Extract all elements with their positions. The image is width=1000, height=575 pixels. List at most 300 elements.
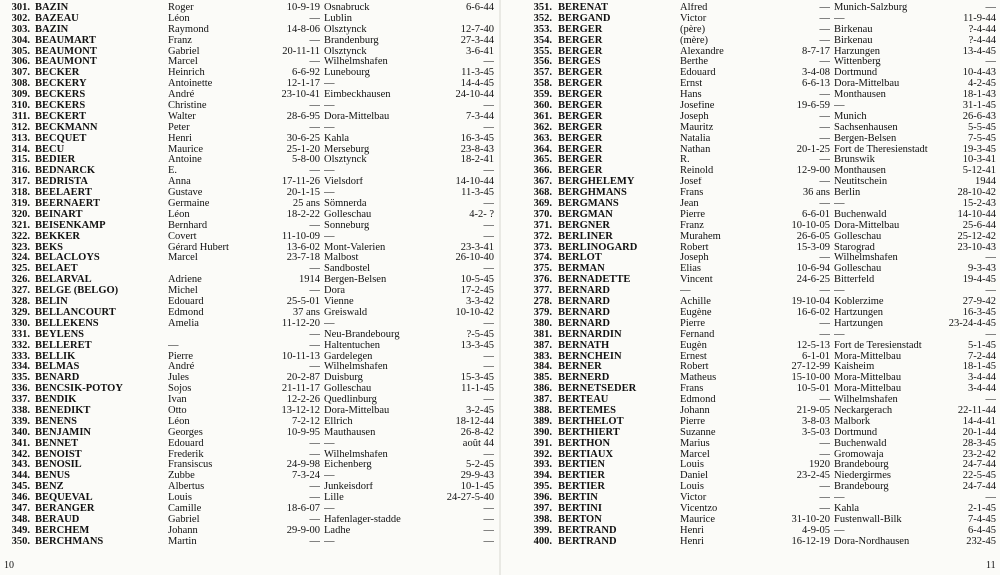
place: Olsztynck	[324, 155, 367, 166]
place: —	[324, 471, 335, 482]
death-date: 18-1-45	[962, 362, 996, 373]
surname: BELMAS	[35, 362, 80, 373]
first-name: Elias	[680, 264, 701, 275]
surname: BEYLENS	[35, 329, 85, 340]
list-item	[0, 526, 500, 537]
entry-number: 313.	[11, 133, 30, 144]
list-item	[0, 493, 500, 504]
list-item	[0, 482, 500, 493]
first-name: Edouard	[168, 438, 204, 449]
first-name: Zubbe	[168, 471, 195, 482]
first-name: Berthe	[680, 57, 708, 68]
list-item	[0, 210, 500, 221]
surname: BERTHON	[558, 438, 611, 449]
list-item	[500, 341, 1000, 352]
place: Dora	[324, 286, 345, 297]
death-date: —	[483, 231, 494, 242]
entry-number: 390.	[533, 427, 552, 438]
place: —	[324, 188, 335, 199]
place: —	[324, 122, 335, 133]
place: Hartzungen	[834, 307, 883, 318]
death-date: 15-2-43	[962, 199, 996, 210]
place: Dora-Mittelbau	[324, 111, 390, 122]
death-date: 13-3-45	[460, 340, 494, 351]
place: Eimbeckhausen	[324, 90, 391, 101]
surname: BELAET	[35, 264, 78, 275]
place: —	[324, 536, 335, 547]
surname: BELLERET	[35, 340, 92, 351]
surname: BEELAERT	[35, 188, 92, 199]
place: Buchenwald	[834, 209, 887, 220]
entry-number: 386.	[533, 384, 552, 395]
birth-date: 11-12-20	[281, 318, 320, 329]
list-item	[500, 79, 1000, 90]
surname: BERNATH	[558, 340, 610, 351]
birth-date: 23-2-45	[796, 471, 830, 482]
birth-date: —	[819, 449, 830, 460]
first-name: Gabriel	[168, 46, 200, 57]
birth-date: —	[819, 177, 830, 188]
surname: BAZIN	[35, 24, 69, 35]
death-date: 11-9-44	[963, 13, 996, 24]
list-item	[500, 286, 1000, 297]
list-item	[0, 297, 500, 308]
place: Brandebourg	[834, 482, 889, 493]
list-item	[500, 515, 1000, 526]
entry-number: 337.	[11, 395, 30, 406]
entry-number: 361.	[533, 111, 552, 122]
list-item	[500, 395, 1000, 406]
birth-date: 13-6-02	[286, 242, 320, 253]
birth-date: —	[819, 438, 830, 449]
birth-date: 12-2-26	[286, 395, 320, 406]
surname: BERTIEN	[558, 460, 605, 471]
place: Hafenlager-stadde	[324, 514, 401, 525]
surname: BERTIN	[558, 493, 598, 504]
first-name: Germaine	[168, 199, 210, 210]
place: Monthausen	[834, 166, 886, 177]
entry-number: 302.	[11, 13, 30, 24]
place: —	[834, 286, 845, 297]
surname: BERGER	[558, 90, 603, 101]
surname: BERTHELOT	[558, 416, 624, 427]
place: Dora-Mittelbau	[834, 220, 900, 231]
surname: BECQUET	[35, 133, 87, 144]
birth-date: 6-1-01	[802, 351, 830, 362]
place: Mora-Mittelbau	[834, 373, 902, 384]
birth-date: 1920	[809, 460, 830, 471]
place: Kahla	[324, 133, 350, 144]
place: Wittenberg	[834, 57, 881, 68]
entry-number: 387.	[533, 395, 552, 406]
first-name: Edmond	[680, 395, 716, 406]
first-name: Louis	[680, 460, 704, 471]
place: Olsztynck	[324, 46, 367, 57]
place: Dortmund	[834, 68, 878, 79]
entry-number: 332.	[11, 340, 30, 351]
entry-number: 356.	[533, 57, 552, 68]
death-date: ?-5-45	[466, 329, 494, 340]
birth-date: 20-2-87	[286, 373, 320, 384]
death-date: 10-4-43	[962, 68, 996, 79]
first-name: Georges	[168, 427, 203, 438]
death-date: 23-3-41	[460, 242, 494, 253]
death-date: 23-2-42	[962, 449, 996, 460]
place: Wilhelmshafen	[324, 449, 388, 460]
left-page-list	[0, 3, 500, 548]
surname: BENZ	[35, 482, 64, 493]
first-name: Matheus	[680, 373, 717, 384]
place: Fustenwall-Bilk	[834, 514, 902, 525]
death-date: 232-45	[966, 536, 996, 547]
first-name: Fransiscus	[168, 460, 213, 471]
list-item	[0, 253, 500, 264]
entry-number: 304.	[11, 35, 30, 46]
entry-number: 330.	[11, 318, 30, 329]
surname: BEISENKAMP	[35, 220, 106, 231]
list-item	[500, 526, 1000, 537]
surname: BERTON	[558, 514, 602, 525]
birth-date: 6-6-92	[292, 68, 320, 79]
list-item	[0, 450, 500, 461]
list-item	[0, 243, 500, 254]
death-date: 23-10-43	[957, 242, 996, 253]
death-date: 29-9-43	[460, 471, 494, 482]
surname: BELLANCOURT	[35, 307, 116, 318]
list-item	[500, 319, 1000, 330]
death-date: 28-10-42	[957, 188, 996, 199]
birth-date: —	[819, 57, 830, 68]
birth-date: —	[309, 101, 320, 112]
list-item	[0, 504, 500, 515]
list-item	[0, 330, 500, 341]
birth-date: 4-9-05	[802, 525, 830, 536]
entry-number: 333.	[11, 351, 30, 362]
birth-date: —	[309, 514, 320, 525]
list-item	[500, 428, 1000, 439]
list-item	[500, 232, 1000, 243]
first-name: Edmond	[168, 307, 204, 318]
list-item	[500, 145, 1000, 156]
surname: BENDIK	[35, 395, 77, 406]
first-name: Bernhard	[168, 220, 208, 231]
entry-number: 362.	[533, 122, 552, 133]
entry-number: 315.	[11, 155, 30, 166]
birth-date: 7-2-12	[292, 416, 320, 427]
first-name: Eugène	[680, 307, 712, 318]
surname: BENARD	[35, 373, 80, 384]
birth-date: 24-9-98	[286, 460, 320, 471]
death-date: 18-12-44	[455, 416, 494, 427]
surname: BEDIER	[35, 155, 76, 166]
list-item	[0, 123, 500, 134]
first-name: Camille	[168, 503, 202, 514]
list-item	[500, 308, 1000, 319]
entry-number: 354.	[533, 35, 552, 46]
first-name: Anna	[168, 177, 191, 188]
surname: BERTRAND	[558, 536, 617, 547]
first-name: Frederik	[168, 449, 204, 460]
death-date: 5-1-45	[968, 340, 996, 351]
death-date: —	[483, 514, 494, 525]
birth-date: —	[309, 362, 320, 373]
list-item	[0, 68, 500, 79]
place: Malbost	[324, 253, 359, 264]
first-name: Fernand	[680, 329, 715, 340]
place: Dora-Mittelbau	[324, 405, 390, 416]
surname: BERTEAU	[558, 395, 609, 406]
list-item	[0, 286, 500, 297]
first-name: Victor	[680, 13, 707, 24]
list-item	[0, 395, 500, 406]
entry-number: 364.	[533, 144, 552, 155]
entry-number: 338.	[11, 405, 30, 416]
death-date: 24-27-5-40	[446, 493, 494, 504]
entry-number: 339.	[11, 416, 30, 427]
birth-date: —	[819, 133, 830, 144]
entry-number: 322.	[11, 231, 30, 242]
entry-number: 348.	[11, 514, 30, 525]
entry-number: 329.	[11, 307, 30, 318]
list-item	[0, 341, 500, 352]
first-name: Robert	[680, 242, 709, 253]
birth-date: 12-1-17	[286, 79, 320, 90]
first-name: Roger	[168, 3, 194, 13]
entry-number: 359.	[533, 90, 552, 101]
first-name: Albertus	[168, 482, 205, 493]
list-item	[500, 112, 1000, 123]
surname: BELACLOYS	[35, 253, 100, 264]
death-date: —	[985, 493, 996, 504]
birth-date: 19-10-04	[791, 297, 830, 308]
birth-date: 12-9-00	[796, 166, 830, 177]
entry-number: 345.	[11, 482, 30, 493]
birth-date: 1914	[299, 275, 320, 286]
death-date: 3-4-44	[968, 384, 996, 395]
death-date: 24-10-44	[455, 90, 494, 101]
place: Buchenwald	[834, 438, 887, 449]
place: Mora-Mittelbau	[834, 351, 902, 362]
first-name: Robert	[680, 362, 709, 373]
place: Bergen-Belsen	[324, 275, 387, 286]
entry-number: 314.	[11, 144, 30, 155]
list-item	[500, 493, 1000, 504]
death-date: —	[985, 3, 996, 13]
first-name: Frans	[680, 188, 704, 199]
list-item	[0, 177, 500, 188]
list-item	[0, 25, 500, 36]
surname: BERGER	[558, 35, 603, 46]
list-item	[0, 199, 500, 210]
first-name: Jean	[680, 199, 699, 210]
place: Hartzungen	[834, 318, 883, 329]
surname: BERNARD	[558, 318, 610, 329]
list-item	[500, 253, 1000, 264]
death-date: 3-2-45	[466, 405, 494, 416]
death-date: 11-3-45	[461, 188, 494, 199]
death-date: 7-5-45	[968, 133, 996, 144]
place: Harzungen	[834, 46, 881, 57]
death-date: —	[985, 395, 996, 406]
surname: BERGMANS	[558, 199, 619, 210]
first-name: Maurice	[168, 144, 203, 155]
list-item	[0, 101, 500, 112]
death-date: 14-10-44	[455, 177, 494, 188]
place: —	[324, 79, 335, 90]
entry-number: 326.	[11, 275, 30, 286]
place: —	[324, 503, 335, 514]
first-name: Pierre	[680, 416, 706, 427]
death-date: 1944	[975, 177, 996, 188]
birth-date: 20-1-25	[796, 144, 830, 155]
place: —	[834, 199, 845, 210]
first-name: Antoine	[168, 155, 202, 166]
birth-date: 37 ans	[292, 307, 320, 318]
surname: BERGER	[558, 122, 603, 133]
entry-number: 394.	[533, 471, 552, 482]
birth-date: 16-6-02	[796, 307, 830, 318]
list-item	[500, 504, 1000, 515]
first-name: Frans	[680, 384, 704, 395]
entry-number: 355.	[533, 46, 552, 57]
death-date: 7-4-45	[968, 514, 996, 525]
entry-number: 334.	[11, 362, 30, 373]
surname: BELARVAL	[35, 275, 92, 286]
first-name: Gustave	[168, 188, 203, 199]
birth-date: —	[309, 57, 320, 68]
death-date: 26-10-40	[455, 253, 494, 264]
entry-number: 312.	[11, 122, 30, 133]
birth-date: —	[819, 122, 830, 133]
list-item	[0, 264, 500, 275]
death-date: 6-4-45	[968, 525, 996, 536]
surname: BERGHMANS	[558, 188, 627, 199]
entry-number: 391.	[533, 438, 552, 449]
first-name: Victor	[680, 493, 707, 504]
birth-date: 30-6-25	[286, 133, 320, 144]
entry-number: 358.	[533, 79, 552, 90]
list-item	[500, 25, 1000, 36]
first-name: Mauritz	[680, 122, 714, 133]
place: Dortmund	[834, 427, 878, 438]
left-page-number: 10	[4, 560, 14, 571]
birth-date: 12-5-13	[796, 340, 830, 351]
entry-number: 400.	[533, 536, 552, 547]
entry-number: 327.	[11, 286, 30, 297]
entry-number: 343.	[11, 460, 30, 471]
death-date: —	[483, 503, 494, 514]
entry-number: 387.	[533, 340, 552, 351]
first-name: Johann	[680, 405, 710, 416]
first-name: (mère)	[680, 35, 708, 46]
death-date: —	[483, 449, 494, 460]
surname: BEQUEVAL	[35, 493, 93, 504]
place: Golleschau	[834, 264, 882, 275]
place: Quedlinburg	[324, 395, 377, 406]
list-item	[0, 166, 500, 177]
surname: BERGHELEMY	[558, 177, 635, 188]
birth-date: 3-4-08	[802, 68, 830, 79]
place: Duisburg	[324, 373, 363, 384]
entry-number: 372.	[533, 231, 552, 242]
birth-date: 11-10-09	[281, 231, 320, 242]
death-date: 7-3-44	[466, 111, 494, 122]
entry-number: 383.	[533, 351, 552, 362]
birth-date: 25-1-20	[286, 144, 320, 155]
birth-date: 21-11-17	[281, 384, 320, 395]
surname: BEKKER	[35, 231, 80, 242]
entry-number: 325.	[11, 264, 30, 275]
surname: BAZIN	[35, 3, 69, 13]
birth-date: —	[819, 35, 830, 46]
place: Wilhelmshafen	[834, 253, 898, 264]
death-date: 6-6-44	[466, 3, 494, 13]
first-name: Marius	[680, 438, 710, 449]
list-item	[0, 384, 500, 395]
birth-date: 10-11-13	[281, 351, 320, 362]
surname: BERGNER	[558, 220, 610, 231]
first-name: Eugèn	[680, 340, 707, 351]
birth-date: —	[309, 264, 320, 275]
place: Sachsenhausen	[834, 122, 898, 133]
entry-number: 353.	[533, 24, 552, 35]
birth-date: —	[819, 482, 830, 493]
list-item	[500, 199, 1000, 210]
death-date: 3-3-42	[466, 297, 494, 308]
death-date: 11-1-45	[461, 384, 494, 395]
surname: BERGER	[558, 46, 603, 57]
first-name: Edouard	[168, 297, 204, 308]
first-name: Raymond	[168, 24, 209, 35]
birth-date: —	[309, 166, 320, 177]
death-date: —	[483, 57, 494, 68]
birth-date: —	[819, 318, 830, 329]
list-item	[500, 482, 1000, 493]
list-item	[500, 275, 1000, 286]
place: Golleschau	[324, 384, 372, 395]
list-item	[500, 537, 1000, 548]
list-item	[0, 417, 500, 428]
first-name: Pierre	[168, 351, 194, 362]
death-date: —	[483, 536, 494, 547]
place: —	[324, 101, 335, 112]
birth-date: 26-6-05	[796, 231, 830, 242]
list-item	[500, 362, 1000, 373]
entry-number: 318.	[11, 188, 30, 199]
surname: BECKER	[35, 68, 80, 79]
death-date: 25-6-44	[962, 220, 996, 231]
surname: BERENAT	[558, 3, 608, 13]
first-name: Léon	[168, 209, 190, 220]
list-item	[500, 417, 1000, 428]
surname: BERLOT	[558, 253, 602, 264]
death-date: 9-3-43	[968, 264, 996, 275]
list-item	[500, 450, 1000, 461]
birth-date: 31-10-20	[791, 514, 830, 525]
birth-date: —	[819, 329, 830, 340]
first-name: Suzanne	[680, 427, 716, 438]
list-item	[500, 471, 1000, 482]
first-name: Vicentzo	[680, 503, 718, 514]
place: Eichenberg	[324, 460, 372, 471]
place: Mont-Valerien	[324, 242, 386, 253]
list-item	[0, 471, 500, 482]
death-date: 14-4-45	[460, 79, 494, 90]
entry-number: 320.	[11, 209, 30, 220]
place: Ellrich	[324, 416, 353, 427]
death-date: 22-11-44	[957, 405, 996, 416]
surname: BERNER	[558, 362, 602, 373]
